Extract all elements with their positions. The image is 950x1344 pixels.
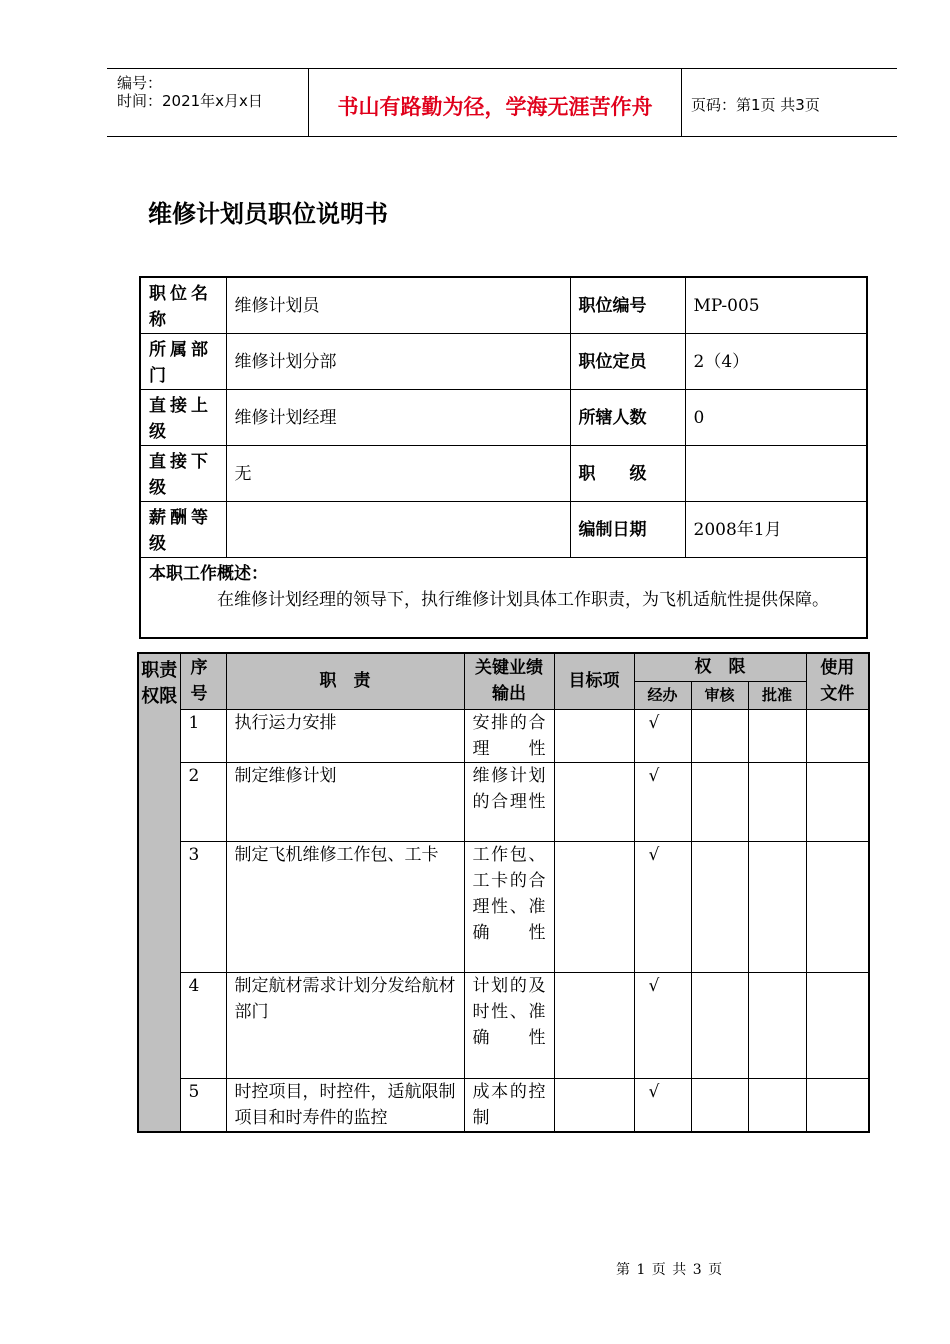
duty-text: 执行运力安排 (226, 709, 464, 762)
duty-target (554, 762, 634, 841)
duty-target (554, 709, 634, 762)
duty-row (138, 762, 869, 841)
duty-seq: 2 (180, 762, 226, 841)
duty-target (554, 1078, 634, 1132)
header-kpi: 关键业绩输出 (464, 653, 554, 709)
header-top-rule (107, 68, 897, 69)
duty-text: 制定飞机维修工作包、工卡 (226, 841, 464, 972)
info-label: 薪酬等级 (140, 502, 226, 558)
info-value: 2（4） (685, 334, 867, 390)
duty-header-row (138, 653, 869, 681)
duty-review (691, 762, 748, 841)
info-label: 职位名称 (140, 277, 226, 334)
duty-row (138, 1078, 869, 1132)
duty-docs (806, 762, 869, 841)
duty-text: 制定航材需求计划分发给航材部门 (226, 972, 464, 1078)
info-value: 无 (226, 446, 570, 502)
header-time-label: 时间：2021年x月x日 (117, 92, 263, 110)
duty-kpi: 计划的及时性、准确性 (464, 972, 554, 1078)
duty-handle-check: √ (634, 709, 691, 762)
duty-kpi: 工作包、工卡的合理性、准确性 (464, 841, 554, 972)
duty-docs (806, 841, 869, 972)
info-label: 编制日期 (570, 502, 685, 558)
duty-kpi: 安排的合理性 (464, 709, 554, 762)
summary-cell (140, 558, 867, 638)
duty-review (691, 841, 748, 972)
info-value (685, 446, 867, 502)
duty-handle-check: √ (634, 841, 691, 972)
info-row (140, 277, 867, 334)
duty-approve (748, 841, 806, 972)
info-label: 职位定员 (570, 334, 685, 390)
info-value: 0 (685, 390, 867, 446)
info-label: 直接下级 (140, 446, 226, 502)
duty-handle-check: √ (634, 972, 691, 1078)
header-seq: 序号 (180, 653, 226, 709)
header-divider-left (308, 68, 309, 136)
header-duty: 职 责 (226, 653, 464, 709)
duty-seq: 3 (180, 841, 226, 972)
info-value (226, 502, 570, 558)
duty-review (691, 1078, 748, 1132)
page-footer: 第 1 页 共 3 页 (616, 1262, 724, 1278)
duty-review (691, 972, 748, 1078)
duty-handle-check: √ (634, 762, 691, 841)
duty-docs (806, 972, 869, 1078)
info-row (140, 334, 867, 390)
info-value: MP-005 (685, 277, 867, 334)
header-page-label: 页码：第1页 共3页 (691, 96, 820, 114)
duty-approve (748, 972, 806, 1078)
summary-text: 在维修计划经理的领导下，执行维修计划具体工作职责，为飞机适航性提供保障。 (217, 590, 829, 610)
duty-row (138, 841, 869, 972)
header-divider-right (681, 68, 682, 136)
info-value: 维修计划分部 (226, 334, 570, 390)
info-label: 职 级 (570, 446, 685, 502)
info-value: 维修计划经理 (226, 390, 570, 446)
page-title: 维修计划员职位说明书 (148, 200, 388, 228)
duty-row (138, 709, 869, 762)
header-use-docs: 使用文件 (806, 653, 869, 709)
info-row (140, 446, 867, 502)
duty-target (554, 841, 634, 972)
duty-docs (806, 1078, 869, 1132)
summary-label: 本职工作概述： (149, 564, 268, 584)
duty-approve (748, 709, 806, 762)
duty-row (138, 972, 869, 1078)
info-label: 职位编号 (570, 277, 685, 334)
info-value: 2008年1月 (685, 502, 867, 558)
info-value: 维修计划员 (226, 277, 570, 334)
duty-authority-table (137, 652, 870, 1133)
header-review: 审核 (691, 681, 748, 709)
duty-seq: 1 (180, 709, 226, 762)
duty-target (554, 972, 634, 1078)
duty-handle-check: √ (634, 1078, 691, 1132)
duty-seq: 5 (180, 1078, 226, 1132)
header-motto: 书山有路勤为径，学海无涯苦作舟 (337, 95, 653, 119)
header-handle: 经办 (634, 681, 691, 709)
duty-docs (806, 709, 869, 762)
header-authority: 权 限 (634, 653, 806, 681)
duty-side-label: 职责权限 (138, 653, 180, 1132)
header-number-label: 编号： (117, 74, 163, 92)
info-label: 直接上级 (140, 390, 226, 446)
info-row (140, 390, 867, 446)
duty-text: 制定维修计划 (226, 762, 464, 841)
duty-kpi: 成本的控制 (464, 1078, 554, 1132)
summary-row (140, 558, 867, 638)
info-label: 所辖人数 (570, 390, 685, 446)
duty-text: 时控项目，时控件，适航限制项目和时寿件的监控 (226, 1078, 464, 1132)
duty-review (691, 709, 748, 762)
duty-approve (748, 762, 806, 841)
header-approve: 批准 (748, 681, 806, 709)
header-bottom-rule (107, 136, 897, 137)
duty-approve (748, 1078, 806, 1132)
duty-kpi: 维修计划的合理性 (464, 762, 554, 841)
position-info-table (139, 276, 868, 639)
info-row (140, 502, 867, 558)
header-target: 目标项 (554, 653, 634, 709)
info-label: 所属部门 (140, 334, 226, 390)
duty-seq: 4 (180, 972, 226, 1078)
